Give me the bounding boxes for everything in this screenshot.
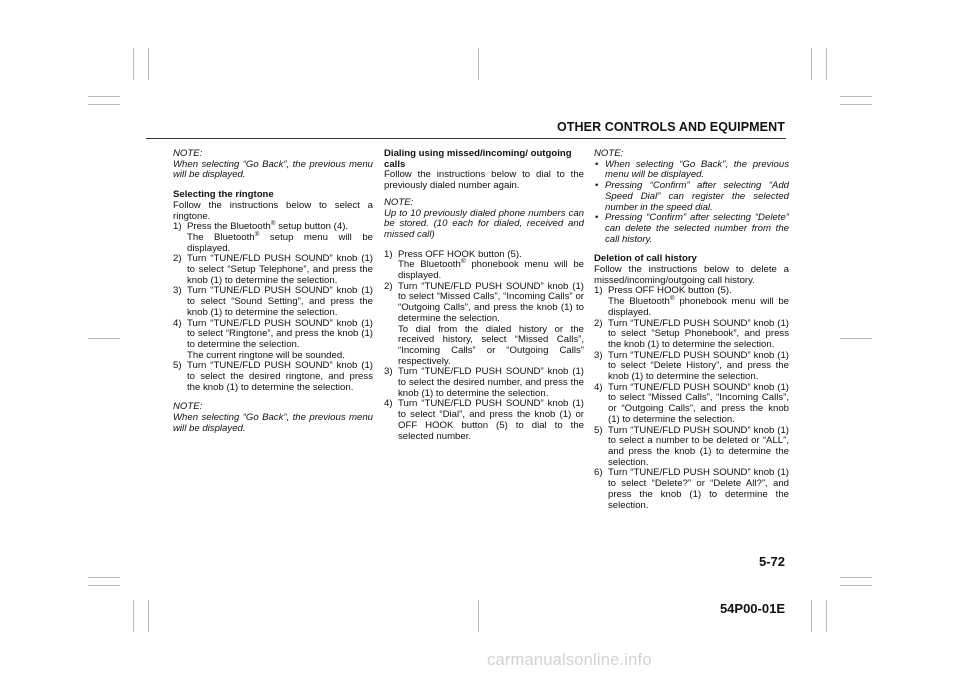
crop-mark <box>826 600 827 632</box>
note-label: NOTE: <box>594 148 624 159</box>
note-text: When selecting “Go Back”, the previous menu will be displayed. <box>173 412 373 434</box>
column-3 <box>594 149 789 511</box>
intro-text: Follow the instructions below to select a ringtone. <box>173 199 373 222</box>
step-item: 5) Turn “TUNE/FLD PUSH SOUND” knob (1) to select the desired ringtone, and press the knob (1) to determine the selection. <box>173 360 373 393</box>
step-item: 1) Press OFF HOOK button (5). The Bluetooth® phonebook menu will be displayed. <box>594 285 789 318</box>
step-item: 1) Press the Bluetooth® setup button (4). The Bluetooth® setup menu will be displayed. <box>173 220 373 254</box>
crop-mark <box>840 338 872 339</box>
column-2 <box>384 149 584 442</box>
crop-mark <box>840 104 872 105</box>
section-heading: Dialing using missed/incoming/ outgoing calls <box>384 148 572 170</box>
section-heading: Deletion of call history <box>594 253 697 265</box>
crop-mark <box>133 48 134 80</box>
crop-mark <box>840 585 872 586</box>
step-item: 4) Turn “TUNE/FLD PUSH SOUND” knob (1) to select “Dial”, and press the knob (1) or OFF HOOK button (5) to dial to the selected number. <box>384 398 584 442</box>
note-text: Up to 10 previously dialed phone numbers can be stored. (10 each for dialed, received and missed call) <box>384 207 584 240</box>
watermark: carmanualsonline.info <box>487 651 652 669</box>
crop-mark <box>478 600 479 632</box>
crop-mark <box>840 577 872 578</box>
crop-mark <box>148 600 149 632</box>
header-rule <box>146 138 786 139</box>
note-bullet: • When selecting “Go Back”, the previous menu will be displayed. <box>595 158 789 181</box>
step-item: 3) Turn “TUNE/FLD PUSH SOUND” knob (1) to select “Sound Setting”, and press the knob (1) to determine the selection. <box>173 285 373 318</box>
page-number: 5-72 <box>758 554 785 569</box>
note-label: NOTE: <box>384 196 414 208</box>
crop-mark <box>826 48 827 80</box>
step-item: 6) Turn “TUNE/FLD PUSH SOUND” knob (1) to select “Delete?” or “Delete All?”, and press the knob (1) to determine the selection. <box>594 467 789 511</box>
note-label: NOTE: <box>173 401 203 413</box>
crop-mark <box>88 104 120 105</box>
step-item: 3) Turn “TUNE/FLD PUSH SOUND” knob (1) to select “Delete History”, and press the knob (1) to determine the selection. <box>594 349 789 383</box>
intro-text: Follow the instructions below to delete a missed/incoming/outgoing call history. <box>594 264 789 286</box>
crop-mark <box>88 585 120 586</box>
section-heading: Selecting the ringtone <box>173 189 274 201</box>
step-item: 3) Turn “TUNE/FLD PUSH SOUND” knob (1) to select the desired number, and press the knob (1) to determine the selection. <box>384 366 584 399</box>
step-item: 2) Turn “TUNE/FLD PUSH SOUND” knob (1) to select “Setup Phonebook”, and press the knob (1) to determine the selection. <box>594 317 789 350</box>
crop-mark <box>88 577 120 578</box>
section-title: OTHER CONTROLS AND EQUIPMENT <box>556 120 785 134</box>
column-1 <box>173 149 373 435</box>
step-item: 2) Turn “TUNE/FLD PUSH SOUND” knob (1) to select “Missed Calls”, “Incoming Calls” or “Outgoing Calls”, and press the knob (1) to determine the selection. To dial from the dialed history or the received history, select “Missed Calls”, “Incoming Calls” or “Outgoing Calls” respectively. <box>384 280 584 367</box>
intro-text: Follow the instructions below to dial to the previously dialed number again. <box>384 169 584 192</box>
crop-mark <box>811 48 812 80</box>
note-bullet: • Pressing “Confirm” after selecting “Delete” can delete the selected number from the call history. <box>595 212 789 245</box>
step-item: 2) Turn “TUNE/FLD PUSH SOUND” knob (1) to select “Setup Telephone”, and press the knob (1) to determine the selection. <box>173 253 373 286</box>
note-bullet: • Pressing “Confirm” after selecting “Add Speed Dial” can register the selected number in the speed dial. <box>595 180 789 213</box>
note-label: NOTE: <box>173 148 203 159</box>
document-code: 54P00-01E <box>719 601 785 616</box>
crop-mark <box>88 96 120 97</box>
step-item: 1) Press OFF HOOK button (5). The Bluetooth® phonebook menu will be displayed. <box>384 248 584 282</box>
crop-mark <box>133 600 134 632</box>
step-item: 4) Turn “TUNE/FLD PUSH SOUND” knob (1) to select “Missed Calls”, “Incoming Calls”, or “Outgoing Calls”, and press the knob (1) to determine the selection. <box>594 381 789 425</box>
crop-mark <box>148 48 149 80</box>
crop-mark <box>88 338 120 339</box>
crop-mark <box>478 48 479 80</box>
step-item: 4) Turn “TUNE/FLD PUSH SOUND” knob (1) to select “Ringtone”, and press the knob (1) to determine the selection. The current ringtone will be sounded. <box>173 317 373 361</box>
note-text: When selecting “Go Back”, the previous menu will be displayed. <box>173 158 373 181</box>
crop-mark <box>840 96 872 97</box>
step-item: 5) Turn “TUNE/FLD PUSH SOUND” knob (1) to select a number to be deleted or “ALL”, and press the knob (1) to determine the selection. <box>594 424 789 468</box>
crop-mark <box>811 600 812 632</box>
